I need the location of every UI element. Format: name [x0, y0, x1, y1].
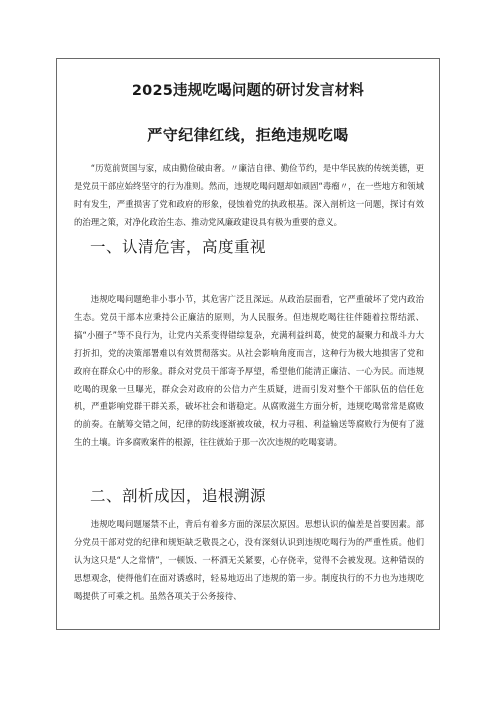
document-title: 2025违规吃喝问题的研讨发言材料	[131, 83, 365, 99]
section-heading-1: 一、认清危害，高度重视	[90, 238, 267, 256]
section-1-paragraph: 违规吃喝问题绝非小事小节，其危害广泛且深远。从政治层面看，它严重破坏了党内政治生态。党员干部本应秉持公正廉洁的原则，为人民服务。但违规吃喝往往伴随着拉帮结派、搞“小圈子”等不良行为，让党内关系变得错综复杂，充满利益纠葛，使党的凝聚力和战斗力大打折扣，党的决策部署难以有效贯彻落实。从社会影响角度而言，这种行为极大地损害了党和政府在群众心中的形象。群众对党员干部寄予厚望，希望他们能清正廉洁、一心为民。而违规吃喝的现象一旦曝光，群众会对政府的公信力产生质疑，进而引发对整个干部队伍的信任危机，严重影响党群干群关系，破坏社会和谐稳定。从腐败滋生方面分析，违规吃喝常常是腐败的前奏。在觥筹交错之间，纪律的防线逐渐被攻破，权力寻租、利益输送等腐败行为便有了滋生的土壤。许多腐败案件的根源，往往就始于那一次次违规的吃喝宴请。	[74, 294, 424, 448]
document-frame	[56, 58, 440, 630]
section-heading-2: 二、剖析成因，追根溯源	[90, 487, 267, 505]
section-2-paragraph: 违规吃喝问题屡禁不止，背后有着多方面的深层次原因。思想认识的偏差是首要因素。部分党员干部对党的纪律和规矩缺乏敬畏之心，没有深刻认识到违规吃喝行为的严重性质。他们认为这只是“人之常情”，一顿饭、一杯酒无关紧要，心存侥幸，觉得不会被发现。这种错误的思想观念，使得他们在面对诱惑时，轻易地迈出了违规的第一步。制度执行的不力也为违规吃喝提供了可乘之机。虽然各项关于公务接待、	[74, 519, 424, 601]
document-subtitle: 严守纪律红线，拒绝违规吃喝	[147, 126, 349, 144]
intro-paragraph: “历览前贤国与家，成由勤俭破由奢。〃廉洁自律、勤俭节约，是中华民族的传统美德，更是党员干部应始终坚守的行为准则。然而，违规吃喝问题却如顽固“毒瘤〃，在一些地方和领域时有发生，严重损害了党和政府的形象，侵蚀着党的执政根基。深入剖析这一问题，探讨有效的治理之策，对净化政治生态、推动党风廉政建设具有极为重要的意义。	[74, 163, 424, 227]
